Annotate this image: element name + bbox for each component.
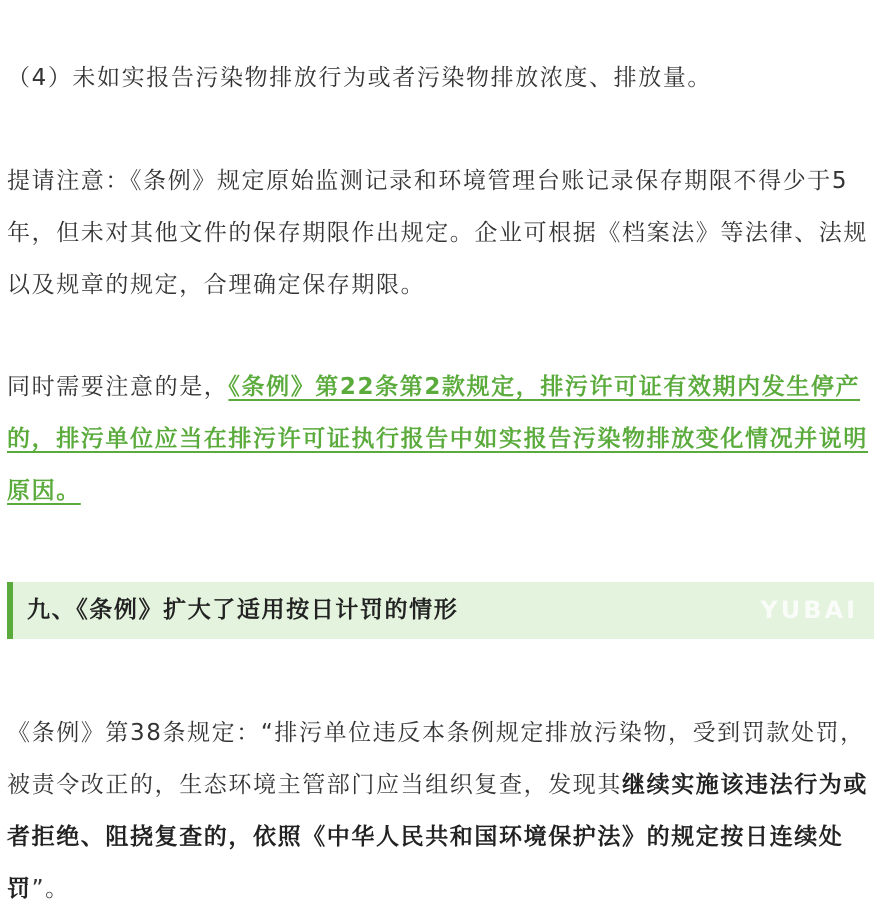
bold-penalty-text: 继续实施该违法行为或者拒绝、阻挠复查的，依照《中华人民共和国环境保护法》的规定按日连续处罚 bbox=[7, 772, 868, 902]
section-title: 九、《条例》扩大了适用按日计罚的情形 bbox=[27, 597, 459, 623]
paragraph-prefix: 《条例》第38条规定：“排污单位违反本条例规定排放污染物，受到罚款处罚，被责令改正的，生态环境主管部门应当组织复查，发现其 bbox=[7, 720, 865, 798]
paragraph-prefix: 同时需要注意的是， bbox=[7, 374, 229, 400]
paragraph-attention bbox=[7, 361, 877, 517]
highlighted-regulation-text: 《条例》第22条第2款规定，排污许可证有效期内发生停产的，排污单位应当在排污许可证执行报告中如实报告污染物排放变化情况并说明原因。 bbox=[7, 374, 868, 504]
paragraph-text: 提请注意：《条例》规定原始监测记录和环境管理台账记录保存期限不得少于5年，但未对其他文件的保存期限作出规定。企业可根据《档案法》等法律、法规以及规章的规定，合理确定保存期限。 bbox=[7, 168, 868, 298]
paragraph-item-4 bbox=[7, 52, 877, 104]
section-header bbox=[7, 582, 874, 639]
paragraph-suffix: ”。 bbox=[31, 876, 70, 902]
paragraph-text: （4）未如实报告污染物排放行为或者污染物排放浓度、排放量。 bbox=[7, 65, 713, 91]
section-watermark: YUBAI bbox=[760, 596, 858, 624]
paragraph-notice bbox=[7, 155, 877, 311]
paragraph-article-38 bbox=[7, 707, 877, 915]
section-accent-bar bbox=[7, 582, 13, 639]
